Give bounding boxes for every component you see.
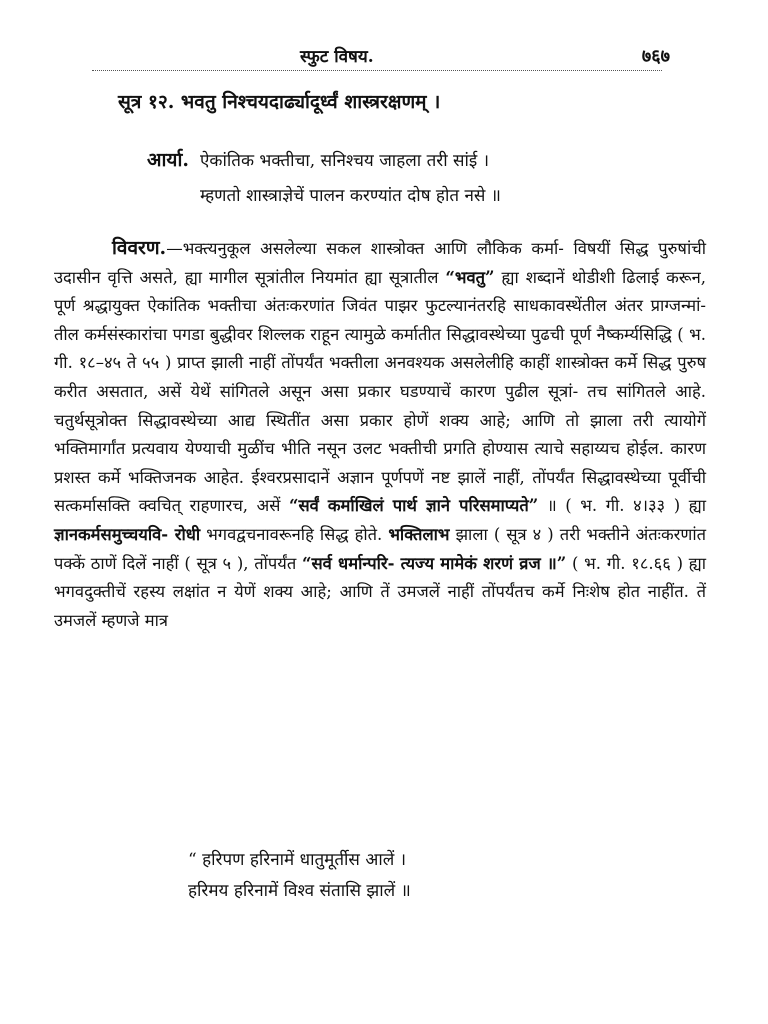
vivaran-segment-6: ( भ. गी. १८.६६ ) ह्या भगवदुक्तीचें रहस्य लक्षांत न येणें शक्य आहे; आणि तें उमजलें नाहीं तोंपर्यंतच कर्मे निःशेष होत नाहींत. तें उमजलें म्हणजे मात्र bbox=[54, 553, 706, 630]
term-bhaktilabh: भक्तिलाभ bbox=[388, 524, 450, 544]
arya-line-1: ऐकांतिक भक्तीचा, सनिश्चय जाहला तरी सांई । bbox=[200, 151, 490, 171]
running-head bbox=[0, 44, 768, 72]
arya-line-2: म्हणतो शास्त्राज्ञेचें पालन करण्यांत दोष होत नसे ॥ bbox=[200, 186, 501, 206]
quote-gita-18-66: “सर्व धर्मान्परि- त्यज्य मामेकं शरणं व्रज ॥” bbox=[302, 553, 567, 573]
quote-bhavatu: “भवतु” bbox=[445, 267, 495, 287]
sutra-heading: सूत्र १२. भवतु निश्चयदार्ढ्यादूर्ध्वं शास्त्ररक्षणम् । bbox=[118, 91, 441, 113]
header-rule bbox=[92, 70, 662, 71]
quote-gita-4-33: “सर्वं कर्माखिलं पार्थ ज्ञाने परिसमाप्यते” bbox=[288, 496, 539, 516]
vivaran-segment-3: ॥ ( भ. गी. ४।३३ ) ह्या bbox=[538, 496, 706, 516]
vivaran-segment-4: भगवद्वचनावरूनहि सिद्ध होते. bbox=[200, 524, 389, 544]
closing-verse-line-2: हरिमय हरिनामें विश्व संतासि झालें ॥ bbox=[188, 881, 411, 901]
vivaran-segment-2: ह्या शब्दानें थोडीशी ढिलाई करून, पूर्ण श्रद्धायुक्त ऐकांतिक भक्तीचा अंतःकरणांत जिवंत पाझर फुटल्यानंतरहि साधकावस्थेंतील अंतर प्राग्जन्मां- तील कर्मसंस्कारांचा पगडा बुद्धीवर शिल्लक राहून त्यामुळे कर्मातीत सिद्धावस्थेच्या पुढची पूर्ण नैष्कर्म्यसिद्धि ( भ. गी. १८–४५ ते ५५ ) प्राप्त झाली नाहीं तोंपर्यंत भक्तीला अनवश्यक असलेलीहि काहीं शास्त्रोक्त कर्मे सिद्ध पुरुष करीत असतात, असें येथें सांगितले असून असा प्रकार घडण्याचें कारण पुढील सूत्रां- तच सांगितले आहे. चतुर्थसूत्रोक्त सिद्धावस्थेच्या आद्य स्थितींत असा प्रकार होणें शक्य आहे; आणि तो झाला तरी त्यायोगें भक्तिमार्गांत प्रत्यवाय येण्याची मुळींच भीति नसून उलट भक्तीची प्रगति होण्यास त्याचे सहाय्यच होईल. कारण प्रशस्त कर्मे भक्तिजनक आहेत. ईश्वरप्रसादानें अज्ञान पूर्णपणें नष्ट झालें नाहीं, तोंपर्यंत सिद्धावस्थेच्या पूर्वीची सत्कर्मासक्ति क्वचित् राहणारच, असें bbox=[54, 267, 706, 516]
page-number: ७६७ bbox=[641, 46, 670, 67]
arya-label: आर्या. bbox=[147, 149, 189, 171]
term-jnana-karma: ज्ञानकर्मसमुच्चयवि- रोधी bbox=[54, 524, 201, 544]
vivaran-segment-1: —भक्त्यनुकूल असलेल्या सकल शास्त्रोक्त आणि लौकिक कर्मा- विषयीं सिद्ध पुरुषांची उदासीन वृत्ति असते, ह्या मागील सूत्रांतील नियमांत ह्या सूत्रातील bbox=[54, 239, 706, 287]
vivaran-paragraph bbox=[54, 234, 706, 635]
running-title: स्फुट विषय. bbox=[300, 47, 374, 67]
closing-verse-line-1: “ हरिपण हरिनामें धातुमूर्तीस आलें । bbox=[188, 850, 407, 870]
vivaran-text bbox=[54, 234, 706, 635]
vivaran-lead: विवरण. bbox=[112, 237, 167, 259]
vivaran-segment-5: झाला ( सूत्र ४ ) तरी भक्तीने अंतःकरणांत पक्कें ठाणें दिलें नाहीं ( सूत्र ५ ), तोंपर्यंत bbox=[54, 524, 706, 573]
